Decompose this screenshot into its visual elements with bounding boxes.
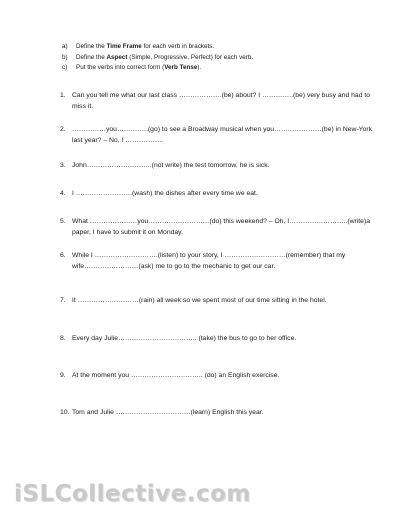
instruction-text [76, 42, 214, 53]
question-number: 10. [60, 409, 70, 416]
question-number: 5. [60, 218, 66, 225]
question-number: 3. [60, 162, 66, 169]
instruction-text-post: ). [197, 64, 202, 71]
question-item [60, 216, 380, 238]
question-number: 9. [60, 372, 66, 379]
instruction-item [62, 63, 382, 74]
question-item [60, 370, 380, 381]
question-text: Tom and Julie ……………………………(learn) English this year. [72, 409, 264, 416]
question-item [60, 333, 380, 344]
question-number: 7. [60, 297, 66, 304]
question-number: 4. [60, 190, 66, 197]
instruction-text-pre: Define the [76, 43, 107, 50]
instruction-text-pre: Define the [76, 53, 107, 61]
instructions-list [62, 42, 382, 74]
instruction-text [76, 63, 201, 74]
question-text: ……………you…………..(go) to see a Broadway musical when you…………………(be) in New-York last year? – No, I …………….. [72, 126, 374, 145]
question-number: 6. [60, 252, 66, 259]
instruction-marker: b) [62, 53, 68, 61]
instruction-text-post: (Simple, Progressive, Perfect) for each verb. [127, 53, 254, 61]
question-text: John………………………..(not write) the test tomorrow, he is sick. [72, 162, 270, 169]
question-text: At the moment you ………………………….. (do) an English exercise. [72, 372, 280, 379]
question-item [60, 295, 380, 306]
question-number: 2. [60, 126, 66, 133]
question-number: 1. [60, 92, 66, 99]
question-text: Can you tell me what our last class ……………….(be) about? I …………..(be) very busy and had to miss it. [72, 92, 372, 111]
instruction-item [62, 42, 382, 53]
question-text: Every day Julie…………………………….. (take) the bus to go to her office. [72, 335, 297, 342]
instruction-text-bold: Verb Tense [164, 64, 198, 71]
question-item [60, 188, 380, 199]
question-text: What …………………you………………………(do) this weekend? – Oh, I……………………..(write)a paper, I have to submit it on Monday. [72, 218, 372, 237]
instruction-text-bold: Aspect [106, 53, 128, 61]
question-number: 8. [60, 335, 66, 342]
instruction-text-pre: Put the verbs into correct form ( [76, 64, 165, 71]
instruction-marker: c) [62, 64, 68, 71]
question-item [60, 160, 380, 171]
instruction-text [76, 53, 253, 64]
question-item [60, 90, 380, 112]
question-item [60, 407, 380, 418]
instruction-text-post: for each verb in brackets. [141, 43, 215, 50]
question-text: I …………………….(wash) the dishes after every time we eat. [72, 190, 258, 197]
question-text: It ………………………(rain) all week so we spent most of our time sitting in the hotel. [72, 297, 327, 304]
question-item [60, 124, 380, 146]
instruction-marker: a) [62, 43, 68, 50]
question-item [60, 250, 380, 272]
site-watermark: iSLCollective.com [14, 481, 251, 507]
instruction-text-bold: Time Frame [106, 43, 142, 50]
question-text: While I ……………………….(listen) to your story, I ………………………(remember) that my wife……………………(ask) me to go to the mechanic to get our car. [72, 252, 348, 271]
instruction-item [62, 53, 382, 64]
